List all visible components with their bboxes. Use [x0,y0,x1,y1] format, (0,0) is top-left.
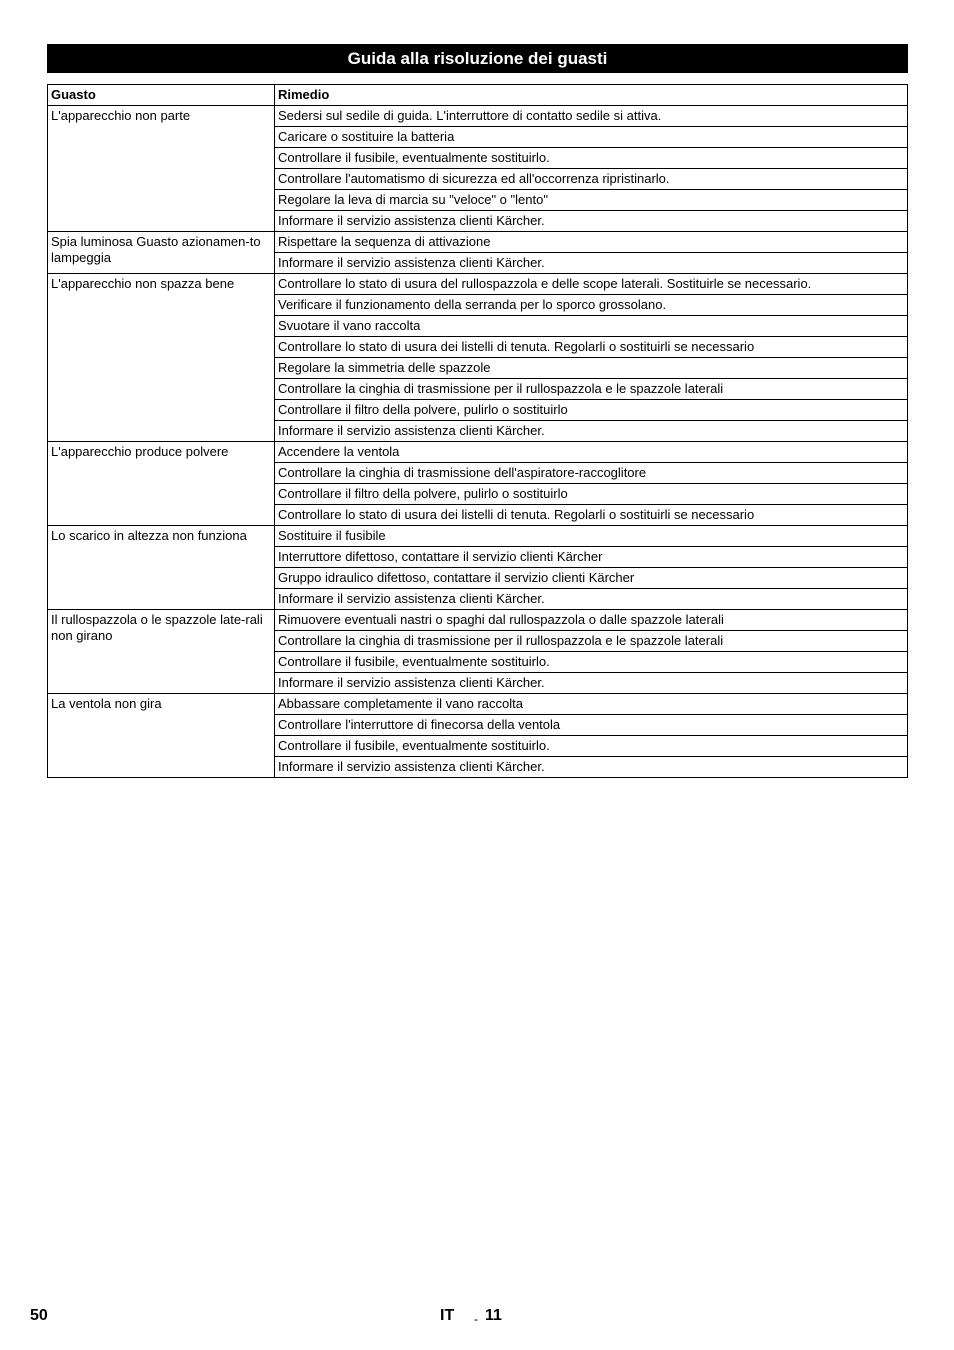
remedy-cell: Controllare il filtro della polvere, pulirlo o sostituirlo [275,484,908,505]
remedy-cell: Gruppo idraulico difettoso, contattare il servizio clienti Kärcher [275,568,908,589]
remedy-cell: Controllare il fusibile, eventualmente sostituirlo. [275,652,908,673]
remedy-cell: Sedersi sul sedile di guida. L'interruttore di contatto sedile si attiva. [275,106,908,127]
remedy-cell: Informare il servizio assistenza clienti Kärcher. [275,589,908,610]
remedy-cell: Controllare l'interruttore di finecorsa della ventola [275,715,908,736]
fault-cell: L'apparecchio produce polvere [48,442,275,526]
remedy-cell: Controllare la cinghia di trasmissione dell'aspiratore-raccoglitore [275,463,908,484]
remedy-cell: Informare il servizio assistenza clienti Kärcher. [275,253,908,274]
remedy-cell: Controllare lo stato di usura dei listelli di tenuta. Regolarli o sostituirli se necessario [275,337,908,358]
table-row [48,694,908,715]
remedy-cell: Informare il servizio assistenza clienti Kärcher. [275,211,908,232]
remedy-cell: Informare il servizio assistenza clienti Kärcher. [275,673,908,694]
page-number: 50 [30,1307,48,1324]
table-header-row [48,85,908,106]
table-row [48,106,908,127]
remedy-cell: Accendere la ventola [275,442,908,463]
remedy-cell: Rispettare la sequenza di attivazione [275,232,908,253]
header-remedy: Rimedio [275,85,908,106]
table-row [48,232,908,253]
fault-cell: Lo scarico in altezza non funziona [48,526,275,610]
remedy-cell: Informare il servizio assistenza clienti Kärcher. [275,757,908,778]
remedy-cell: Regolare la leva di marcia su "veloce" o "lento" [275,190,908,211]
remedy-cell: Regolare la simmetria delle spazzole [275,358,908,379]
footer-dash: - [474,1312,478,1326]
header-fault: Guasto [48,85,275,106]
section-page-number: 11 [485,1307,502,1324]
remedy-cell: Svuotare il vano raccolta [275,316,908,337]
remedy-cell: Verificare il funzionamento della serranda per lo sporco grossolano. [275,295,908,316]
fault-cell: L'apparecchio non spazza bene [48,274,275,442]
remedy-cell: Abbassare completamente il vano raccolta [275,694,908,715]
table-row [48,274,908,295]
remedy-cell: Caricare o sostituire la batteria [275,127,908,148]
remedy-cell: Controllare lo stato di usura del rullospazzola e delle scope laterali. Sostituirle se necessario. [275,274,908,295]
table-row [48,610,908,631]
fault-cell: Il rullospazzola o le spazzole late-rali non girano [48,610,275,694]
remedy-cell: Informare il servizio assistenza clienti Kärcher. [275,421,908,442]
remedy-cell: Controllare il fusibile, eventualmente sostituirlo. [275,148,908,169]
page-title: Guida alla risoluzione dei guasti [47,44,908,73]
remedy-cell: Controllare la cinghia di trasmissione per il rullospazzola e le spazzole laterali [275,379,908,400]
remedy-cell: Interruttore difettoso, contattare il servizio clienti Kärcher [275,547,908,568]
table-row [48,526,908,547]
remedy-cell: Controllare il fusibile, eventualmente sostituirlo. [275,736,908,757]
table-row [48,442,908,463]
fault-cell: La ventola non gira [48,694,275,778]
remedy-cell: Controllare il filtro della polvere, pulirlo o sostituirlo [275,400,908,421]
table-body [48,106,908,778]
fault-cell: L'apparecchio non parte [48,106,275,232]
fault-cell: Spia luminosa Guasto azionamen-to lampeggia [48,232,275,274]
troubleshooting-table [47,84,908,778]
remedy-cell: Controllare l'automatismo di sicurezza ed all'occorrenza ripristinarlo. [275,169,908,190]
remedy-cell: Controllare la cinghia di trasmissione per il rullospazzola e le spazzole laterali [275,631,908,652]
remedy-cell: Controllare lo stato di usura dei listelli di tenuta. Regolarli o sostituirli se necessario [275,505,908,526]
language-code: IT [440,1307,455,1324]
remedy-cell: Sostituire il fusibile [275,526,908,547]
remedy-cell: Rimuovere eventuali nastri o spaghi dal rullospazzola o dalle spazzole laterali [275,610,908,631]
